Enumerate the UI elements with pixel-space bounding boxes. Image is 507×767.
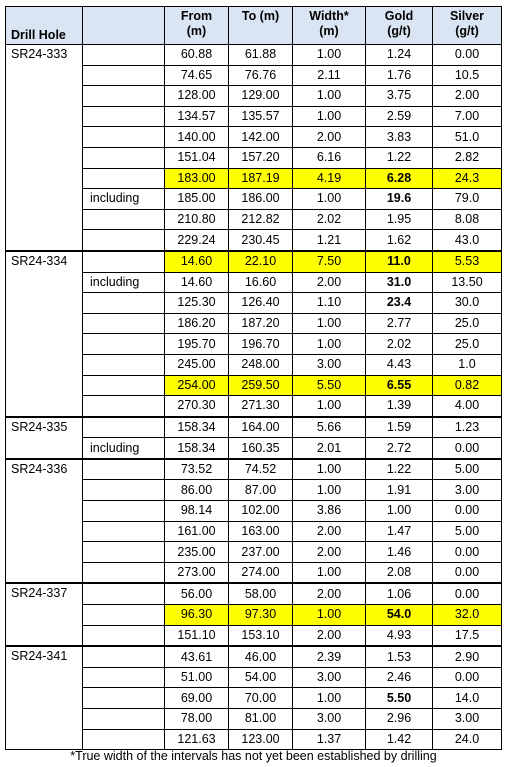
width-cell: 1.00 xyxy=(293,313,366,334)
to-cell: 186.00 xyxy=(229,189,293,210)
silver-cell: 2.00 xyxy=(433,86,502,107)
note-cell xyxy=(83,646,165,667)
note-cell xyxy=(83,396,165,417)
silver-cell: 10.5 xyxy=(433,65,502,86)
silver-cell: 1.0 xyxy=(433,354,502,375)
width-cell: 2.00 xyxy=(293,521,366,542)
note-cell xyxy=(83,65,165,86)
width-cell: 1.00 xyxy=(293,189,366,210)
from-cell: 96.30 xyxy=(165,605,229,626)
gold-cell: 1.39 xyxy=(366,396,433,417)
gold-cell: 2.77 xyxy=(366,313,433,334)
from-cell: 128.00 xyxy=(165,86,229,107)
silver-cell: 14.0 xyxy=(433,688,502,709)
from-cell: 86.00 xyxy=(165,480,229,501)
note-cell xyxy=(83,375,165,396)
silver-cell: 17.5 xyxy=(433,625,502,646)
from-cell: 121.63 xyxy=(165,729,229,750)
from-cell: 134.57 xyxy=(165,106,229,127)
gold-cell: 1.46 xyxy=(366,542,433,563)
gold-cell: 2.59 xyxy=(366,106,433,127)
note-cell: including xyxy=(83,438,165,459)
to-cell: 22.10 xyxy=(229,251,293,272)
note-cell xyxy=(83,45,165,66)
table-row xyxy=(6,459,502,480)
from-cell: 183.00 xyxy=(165,168,229,189)
width-cell: 1.10 xyxy=(293,293,366,314)
to-cell: 163.00 xyxy=(229,521,293,542)
note-cell xyxy=(83,667,165,688)
from-cell: 51.00 xyxy=(165,667,229,688)
from-cell: 125.30 xyxy=(165,293,229,314)
silver-cell: 25.0 xyxy=(433,334,502,355)
note-cell xyxy=(83,313,165,334)
note-cell: including xyxy=(83,272,165,293)
width-cell: 4.19 xyxy=(293,168,366,189)
drill-hole-cell: SR24-336 xyxy=(6,459,83,584)
header-silver: Silver (g/t) xyxy=(433,7,502,45)
to-cell: 157.20 xyxy=(229,147,293,168)
gold-cell: 1.24 xyxy=(366,45,433,66)
silver-cell: 0.00 xyxy=(433,501,502,522)
note-cell xyxy=(83,168,165,189)
silver-cell: 24.3 xyxy=(433,168,502,189)
from-cell: 210.80 xyxy=(165,209,229,230)
drill-hole-cell: SR24-334 xyxy=(6,251,83,417)
gold-cell: 4.93 xyxy=(366,625,433,646)
note-cell xyxy=(83,605,165,626)
width-cell: 1.00 xyxy=(293,334,366,355)
to-cell: 123.00 xyxy=(229,729,293,750)
from-cell: 245.00 xyxy=(165,354,229,375)
silver-cell: 0.00 xyxy=(433,438,502,459)
header-to: To (m) xyxy=(229,7,293,45)
silver-cell: 32.0 xyxy=(433,605,502,626)
width-cell: 3.00 xyxy=(293,709,366,730)
silver-cell: 0.00 xyxy=(433,583,502,604)
from-cell: 98.14 xyxy=(165,501,229,522)
gold-cell: 4.43 xyxy=(366,354,433,375)
width-cell: 1.21 xyxy=(293,230,366,251)
silver-cell: 13.50 xyxy=(433,272,502,293)
table-row xyxy=(6,417,502,438)
header-width: Width* (m) xyxy=(293,7,366,45)
silver-cell: 8.08 xyxy=(433,209,502,230)
note-cell xyxy=(83,147,165,168)
width-cell: 1.00 xyxy=(293,459,366,480)
from-cell: 73.52 xyxy=(165,459,229,480)
to-cell: 212.82 xyxy=(229,209,293,230)
width-cell: 1.00 xyxy=(293,45,366,66)
footnote: *True width of the intervals has not yet been established by drilling xyxy=(70,749,437,763)
gold-cell: 1.76 xyxy=(366,65,433,86)
gold-cell: 2.02 xyxy=(366,334,433,355)
gold-cell: 6.28 xyxy=(366,168,433,189)
silver-cell: 0.00 xyxy=(433,562,502,583)
gold-cell: 54.0 xyxy=(366,605,433,626)
to-cell: 274.00 xyxy=(229,562,293,583)
silver-cell: 5.00 xyxy=(433,521,502,542)
gold-cell: 1.59 xyxy=(366,417,433,438)
width-cell: 3.00 xyxy=(293,667,366,688)
header-drill-hole: Drill Hole xyxy=(6,7,83,45)
width-cell: 3.86 xyxy=(293,501,366,522)
note-cell xyxy=(83,729,165,750)
width-cell: 1.00 xyxy=(293,396,366,417)
silver-cell: 3.00 xyxy=(433,709,502,730)
width-cell: 1.00 xyxy=(293,605,366,626)
silver-cell: 5.53 xyxy=(433,251,502,272)
silver-cell: 0.00 xyxy=(433,542,502,563)
silver-cell: 30.0 xyxy=(433,293,502,314)
note-cell xyxy=(83,334,165,355)
table-row xyxy=(6,583,502,604)
gold-cell: 1.42 xyxy=(366,729,433,750)
note-cell: including xyxy=(83,189,165,210)
silver-cell: 0.82 xyxy=(433,375,502,396)
width-cell: 5.50 xyxy=(293,375,366,396)
to-cell: 160.35 xyxy=(229,438,293,459)
drill-hole-cell: SR24-337 xyxy=(6,583,83,646)
width-cell: 2.00 xyxy=(293,127,366,148)
silver-cell: 5.00 xyxy=(433,459,502,480)
width-cell: 1.00 xyxy=(293,480,366,501)
silver-cell: 4.00 xyxy=(433,396,502,417)
from-cell: 140.00 xyxy=(165,127,229,148)
note-cell xyxy=(83,688,165,709)
width-cell: 2.00 xyxy=(293,272,366,293)
from-cell: 273.00 xyxy=(165,562,229,583)
to-cell: 187.19 xyxy=(229,168,293,189)
to-cell: 46.00 xyxy=(229,646,293,667)
width-cell: 7.50 xyxy=(293,251,366,272)
from-cell: 14.60 xyxy=(165,251,229,272)
note-cell xyxy=(83,251,165,272)
note-cell xyxy=(83,230,165,251)
from-cell: 14.60 xyxy=(165,272,229,293)
gold-cell: 6.55 xyxy=(366,375,433,396)
to-cell: 129.00 xyxy=(229,86,293,107)
to-cell: 142.00 xyxy=(229,127,293,148)
to-cell: 196.70 xyxy=(229,334,293,355)
header-gold: Gold (g/t) xyxy=(366,7,433,45)
note-cell xyxy=(83,542,165,563)
to-cell: 74.52 xyxy=(229,459,293,480)
gold-cell: 2.08 xyxy=(366,562,433,583)
to-cell: 87.00 xyxy=(229,480,293,501)
from-cell: 78.00 xyxy=(165,709,229,730)
gold-cell: 31.0 xyxy=(366,272,433,293)
from-cell: 43.61 xyxy=(165,646,229,667)
header-from: From (m) xyxy=(165,7,229,45)
from-cell: 186.20 xyxy=(165,313,229,334)
from-cell: 151.04 xyxy=(165,147,229,168)
to-cell: 97.30 xyxy=(229,605,293,626)
note-cell xyxy=(83,106,165,127)
width-cell: 2.00 xyxy=(293,625,366,646)
gold-cell: 11.0 xyxy=(366,251,433,272)
drill-hole-cell: SR24-333 xyxy=(6,45,83,251)
gold-cell: 1.22 xyxy=(366,459,433,480)
from-cell: 60.88 xyxy=(165,45,229,66)
width-cell: 5.66 xyxy=(293,417,366,438)
silver-cell: 1.23 xyxy=(433,417,502,438)
table-row xyxy=(6,646,502,667)
gold-cell: 2.96 xyxy=(366,709,433,730)
from-cell: 195.70 xyxy=(165,334,229,355)
from-cell: 74.65 xyxy=(165,65,229,86)
gold-cell: 1.47 xyxy=(366,521,433,542)
from-cell: 69.00 xyxy=(165,688,229,709)
gold-cell: 19.6 xyxy=(366,189,433,210)
drill-results-table xyxy=(5,6,502,750)
note-cell xyxy=(83,501,165,522)
note-cell xyxy=(83,459,165,480)
silver-cell: 43.0 xyxy=(433,230,502,251)
note-cell xyxy=(83,86,165,107)
to-cell: 70.00 xyxy=(229,688,293,709)
note-cell xyxy=(83,625,165,646)
silver-cell: 7.00 xyxy=(433,106,502,127)
silver-cell: 51.0 xyxy=(433,127,502,148)
width-cell: 6.16 xyxy=(293,147,366,168)
drill-hole-cell: SR24-335 xyxy=(6,417,83,459)
to-cell: 58.00 xyxy=(229,583,293,604)
width-cell: 2.00 xyxy=(293,542,366,563)
note-cell xyxy=(83,521,165,542)
from-cell: 229.24 xyxy=(165,230,229,251)
silver-cell: 79.0 xyxy=(433,189,502,210)
width-cell: 2.02 xyxy=(293,209,366,230)
silver-cell: 0.00 xyxy=(433,45,502,66)
width-cell: 2.01 xyxy=(293,438,366,459)
note-cell xyxy=(83,209,165,230)
gold-cell: 1.06 xyxy=(366,583,433,604)
gold-cell: 1.00 xyxy=(366,501,433,522)
width-cell: 1.00 xyxy=(293,106,366,127)
width-cell: 2.00 xyxy=(293,583,366,604)
width-cell: 3.00 xyxy=(293,354,366,375)
silver-cell: 24.0 xyxy=(433,729,502,750)
gold-cell: 3.83 xyxy=(366,127,433,148)
table-row xyxy=(6,45,502,66)
silver-cell: 3.00 xyxy=(433,480,502,501)
silver-cell: 2.90 xyxy=(433,646,502,667)
from-cell: 158.34 xyxy=(165,438,229,459)
note-cell xyxy=(83,562,165,583)
to-cell: 271.30 xyxy=(229,396,293,417)
from-cell: 161.00 xyxy=(165,521,229,542)
drill-hole-cell: SR24-341 xyxy=(6,646,83,749)
to-cell: 61.88 xyxy=(229,45,293,66)
note-cell xyxy=(83,293,165,314)
to-cell: 102.00 xyxy=(229,501,293,522)
to-cell: 164.00 xyxy=(229,417,293,438)
gold-cell: 3.75 xyxy=(366,86,433,107)
width-cell: 2.11 xyxy=(293,65,366,86)
note-cell xyxy=(83,709,165,730)
from-cell: 185.00 xyxy=(165,189,229,210)
from-cell: 270.30 xyxy=(165,396,229,417)
gold-cell: 23.4 xyxy=(366,293,433,314)
table-row xyxy=(6,251,502,272)
to-cell: 135.57 xyxy=(229,106,293,127)
note-cell xyxy=(83,354,165,375)
width-cell: 2.39 xyxy=(293,646,366,667)
gold-cell: 1.22 xyxy=(366,147,433,168)
from-cell: 151.10 xyxy=(165,625,229,646)
to-cell: 16.60 xyxy=(229,272,293,293)
width-cell: 1.00 xyxy=(293,86,366,107)
table-body xyxy=(6,45,502,750)
to-cell: 187.20 xyxy=(229,313,293,334)
from-cell: 158.34 xyxy=(165,417,229,438)
from-cell: 254.00 xyxy=(165,375,229,396)
to-cell: 81.00 xyxy=(229,709,293,730)
note-cell xyxy=(83,480,165,501)
note-cell xyxy=(83,417,165,438)
note-cell xyxy=(83,127,165,148)
to-cell: 153.10 xyxy=(229,625,293,646)
to-cell: 54.00 xyxy=(229,667,293,688)
to-cell: 230.45 xyxy=(229,230,293,251)
gold-cell: 5.50 xyxy=(366,688,433,709)
gold-cell: 1.53 xyxy=(366,646,433,667)
width-cell: 1.00 xyxy=(293,562,366,583)
width-cell: 1.00 xyxy=(293,688,366,709)
gold-cell: 1.91 xyxy=(366,480,433,501)
silver-cell: 0.00 xyxy=(433,667,502,688)
header-note xyxy=(83,7,165,45)
gold-cell: 1.62 xyxy=(366,230,433,251)
width-cell: 1.37 xyxy=(293,729,366,750)
silver-cell: 25.0 xyxy=(433,313,502,334)
to-cell: 259.50 xyxy=(229,375,293,396)
gold-cell: 1.95 xyxy=(366,209,433,230)
gold-cell: 2.46 xyxy=(366,667,433,688)
note-cell xyxy=(83,583,165,604)
to-cell: 126.40 xyxy=(229,293,293,314)
silver-cell: 2.82 xyxy=(433,147,502,168)
table-header-row xyxy=(6,7,502,45)
from-cell: 56.00 xyxy=(165,583,229,604)
to-cell: 237.00 xyxy=(229,542,293,563)
to-cell: 248.00 xyxy=(229,354,293,375)
gold-cell: 2.72 xyxy=(366,438,433,459)
from-cell: 235.00 xyxy=(165,542,229,563)
to-cell: 76.76 xyxy=(229,65,293,86)
